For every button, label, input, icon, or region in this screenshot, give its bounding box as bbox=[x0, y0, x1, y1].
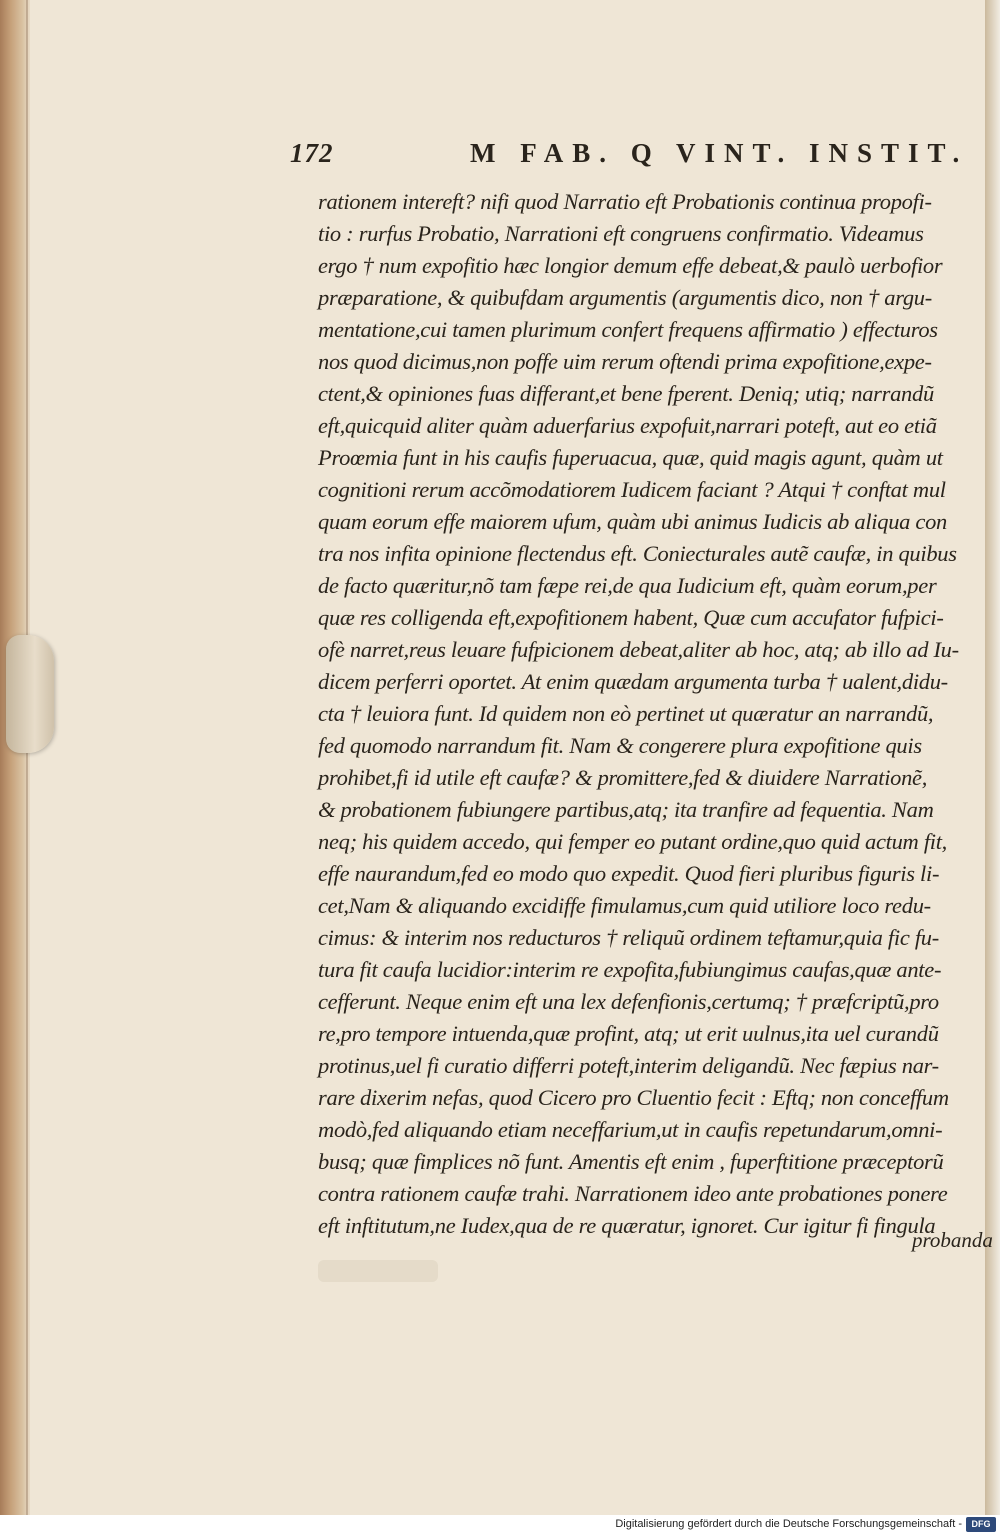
text-line: cta † leuiora funt. Id quidem non eò pertinet ut quæratur an narrandũ, bbox=[318, 701, 934, 726]
text-line: quæ res colligenda eft,expofitionem habent, Quæ cum accufator fufpici- bbox=[318, 605, 944, 630]
text-line: rationem intereft? nifi quod Narratio eft Probationis continua propofi- bbox=[318, 189, 932, 214]
running-head: M FAB. Q VINT. INSTIT. bbox=[470, 138, 969, 168]
text-line: modò,fed aliquando etiam neceffarium,ut in caufis repetundarum,omni- bbox=[318, 1117, 943, 1142]
text-line: eft inftitutum,ne Iudex,qua de re quæratur, ignoret. Cur igitur fi fingula bbox=[318, 1213, 936, 1238]
text-line: dicem perferri oportet. At enim quædam argumenta turba † ualent,didu- bbox=[318, 669, 948, 694]
text-line: ergo † num expofitio hæc longior demum effe debeat,& paulò uerbofior bbox=[318, 253, 943, 278]
page-header bbox=[290, 138, 980, 176]
body-text bbox=[318, 186, 983, 1242]
text-line: & probationem fubiungere partibus,atq; ita tranfire ad fequentia. Nam bbox=[318, 797, 934, 822]
text-line: tio : rurfus Probatio, Narrationi eft congruens confirmatio. Videamus bbox=[318, 221, 924, 246]
text-line: cet,Nam & aliquando excidiffe fimulamus,cum quid utiliore loco redu- bbox=[318, 893, 931, 918]
text-line: prohibet,fi id utile eft caufæ? & promittere,fed & diuidere Narrationẽ, bbox=[318, 765, 928, 790]
text-line: effe naurandum,fed eo modo quo expedit. Quod fieri pluribus figuris li- bbox=[318, 861, 940, 886]
text-line: ctent,& opiniones fuas differant,et bene fperent. Deniq; utiq; narrandũ bbox=[318, 381, 934, 406]
page-number: 172 bbox=[290, 138, 334, 168]
catchword: probanda bbox=[912, 1228, 993, 1252]
text-line: Proœmia funt in his caufis fuperuacua, quæ, quid magis agunt, quàm ut bbox=[318, 445, 943, 470]
paper-stain bbox=[318, 1260, 438, 1282]
text-line: fed quomodo narrandum fit. Nam & congerere plura expofitione quis bbox=[318, 733, 922, 758]
ribbon-marker bbox=[6, 635, 54, 753]
text-line: cognitioni rerum accõmodatiorem Iudicem faciant ? Atqui † conftat mul bbox=[318, 477, 946, 502]
text-line: ofè narret,reus leuare fufpicionem debeat,aliter ab hoc, atq; ab illo ad Iu- bbox=[318, 637, 959, 662]
text-line: cefferunt. Neque enim eft una lex defenfionis,certumq; † præfcriptũ,pro bbox=[318, 989, 939, 1014]
text-line: neq; his quidem accedo, qui femper eo putant ordine,quo quid actum fit, bbox=[318, 829, 948, 854]
text-line: tura fit caufa lucidior:interim re expofita,fubiungimus caufas,quæ ante- bbox=[318, 957, 942, 982]
text-line: de facto quæritur,nõ tam fæpe rei,de qua Iudicium eft, quàm eorum,per bbox=[318, 573, 937, 598]
text-line: rare dixerim nefas, quod Cicero pro Cluentio fecit : Eftq; non conceffum bbox=[318, 1085, 949, 1110]
text-line: mentatione,cui tamen plurimum confert frequens affirmatio ) effecturos bbox=[318, 317, 938, 342]
text-line: eft,quicquid aliter quàm aduerfarius expofuit,narrari poteft, aut eo etiã bbox=[318, 413, 937, 438]
text-line: protinus,uel fi curatio differri poteft,interim deligandũ. Nec fæpius nar- bbox=[318, 1053, 939, 1078]
book-binding-edge bbox=[0, 0, 30, 1535]
text-line: tra nos infita opinione flectendus eft. Coniecturales autẽ caufæ, in quibus bbox=[318, 541, 957, 566]
text-line: re,pro tempore intuenda,quæ profint, atq; ut erit uulnus,ita uel curandũ bbox=[318, 1021, 939, 1046]
digitization-footer bbox=[0, 1515, 1000, 1535]
text-line: busq; quæ fimplices nõ funt. Amentis eft enim , fuperftitione præceptorũ bbox=[318, 1149, 944, 1174]
text-line: quam eorum effe maiorem ufum, quàm ubi animus Iudicis ab aliqua con bbox=[318, 509, 948, 534]
dfg-logo: DFG bbox=[966, 1517, 996, 1532]
text-line: cimus: & interim nos reducturos † reliquũ ordinem teftamur,quia fic fu- bbox=[318, 925, 939, 950]
text-line: contra rationem caufæ trahi. Narrationem ideo ante probationes ponere bbox=[318, 1181, 948, 1206]
text-line: præparatione, & quibufdam argumentis (argumentis dico, non † argu- bbox=[318, 285, 932, 310]
footer-credit: Digitalisierung gefördert durch die Deutsche Forschungsgemeinschaft - bbox=[615, 1518, 962, 1530]
page-edge bbox=[985, 0, 1000, 1515]
text-line: nos quod dicimus,non poffe uim rerum oftendi prima expofitione,expe- bbox=[318, 349, 932, 374]
